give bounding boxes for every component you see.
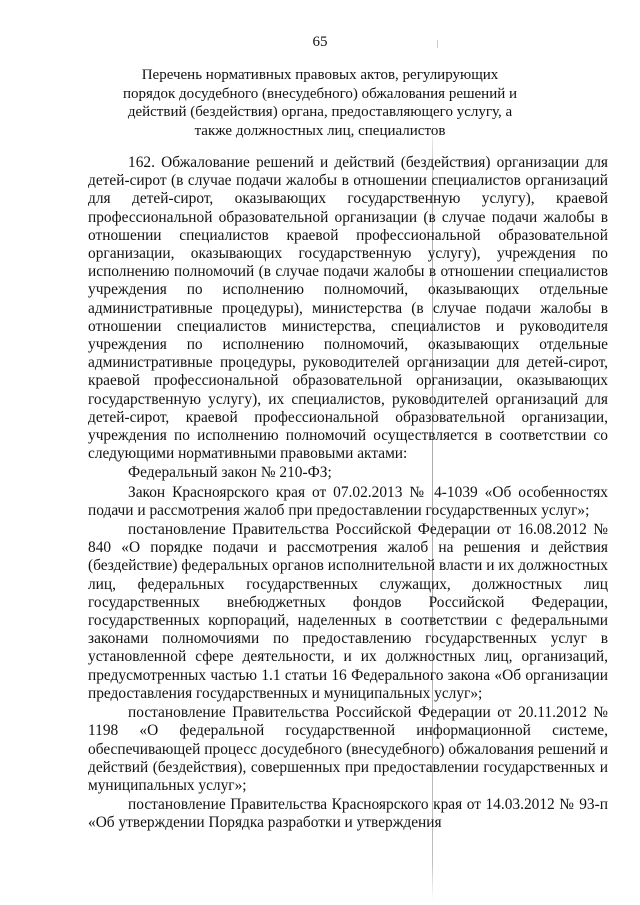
document-title: Перечень нормативных правовых актов, регулирующих порядок досудебного (внесудебного) обжалования решений и действий (бездействия) органа, предоставляющего услугу, а также должностных лиц, специалистов bbox=[122, 67, 518, 139]
paragraph-162: 162. Обжалование решений и действий (бездействия) организации для детей-сирот (в случае подачи жалобы в отношении специалистов организаций для детей-сирот, оказывающих государственную услугу), краевой профессиональной образовательной организации (в случае подачи жалобы в отношении специалистов краевой профессиональной образовательной организации, оказывающих государственную услугу), учреждения по исполнению полномочий (в случае подачи жалобы в отношении специалистов учреждения по исполнению полномочий, оказывающих отдельные административные процедуры), министерства (в случае подачи жалобы в отношении специалистов министерства, специалистов и руководителя учреждения по исполнению полномочий, оказывающих отдельные административные процедуры, руководителей организации для детей-сирот, краевой профессиональной образовательной организации, оказывающих государственную услугу), их специалистов, руководителей организаций для детей-сирот, краевой профессиональной образовательной организации, учреждения по исполнению полномочий осуществляется в соответствии со следующими нормативными правовыми актами: bbox=[88, 154, 608, 463]
act-federal-law-210: Федеральный закон № 210-ФЗ; bbox=[128, 464, 332, 482]
document-body bbox=[88, 154, 608, 833]
act-kk-resolution-93p: постановление Правительства Красноярского края от 14.03.2012 № 93-п «Об утверждении Порядка разработки и утверждения bbox=[88, 796, 608, 832]
act-krasnoyarsk-law: Закон Красноярского края от 07.02.2013 № 4-1039 «Об особенностях подачи и рассмотрения жалоб при предоставлении государственных услуг»; bbox=[88, 483, 608, 519]
act-rf-resolution-840: постановление Правительства Российской Федерации от 16.08.2012 № 840 «О порядке подачи и рассмотрения жалоб на решения и действия (бездействие) федеральных органов исполнительной власти и их должностных лиц, федеральных государственных служащих, должностных лиц государственных внебюджетных фондов Российской Федерации, государственных корпораций, наделенных в соответствии с федеральными законами полномочиями по предоставлению государственных услуг в установленной сфере деятельности, и их должностных лиц, организаций, предусмотренных частью 1.1 статьи 16 Федерального закона «Об организации предоставления государственных и муниципальных услуг»; bbox=[88, 521, 608, 702]
act-rf-resolution-1198: постановление Правительства Российской Федерации от 20.11.2012 № 1198 «О федеральной государственной информационной системе, обеспечивающей процесс досудебного (внесудебного) обжалования решений и действий (бездействия), совершенных при предоставлении государственных и муниципальных услуг»; bbox=[88, 704, 608, 794]
page-number: 65 bbox=[312, 34, 328, 50]
